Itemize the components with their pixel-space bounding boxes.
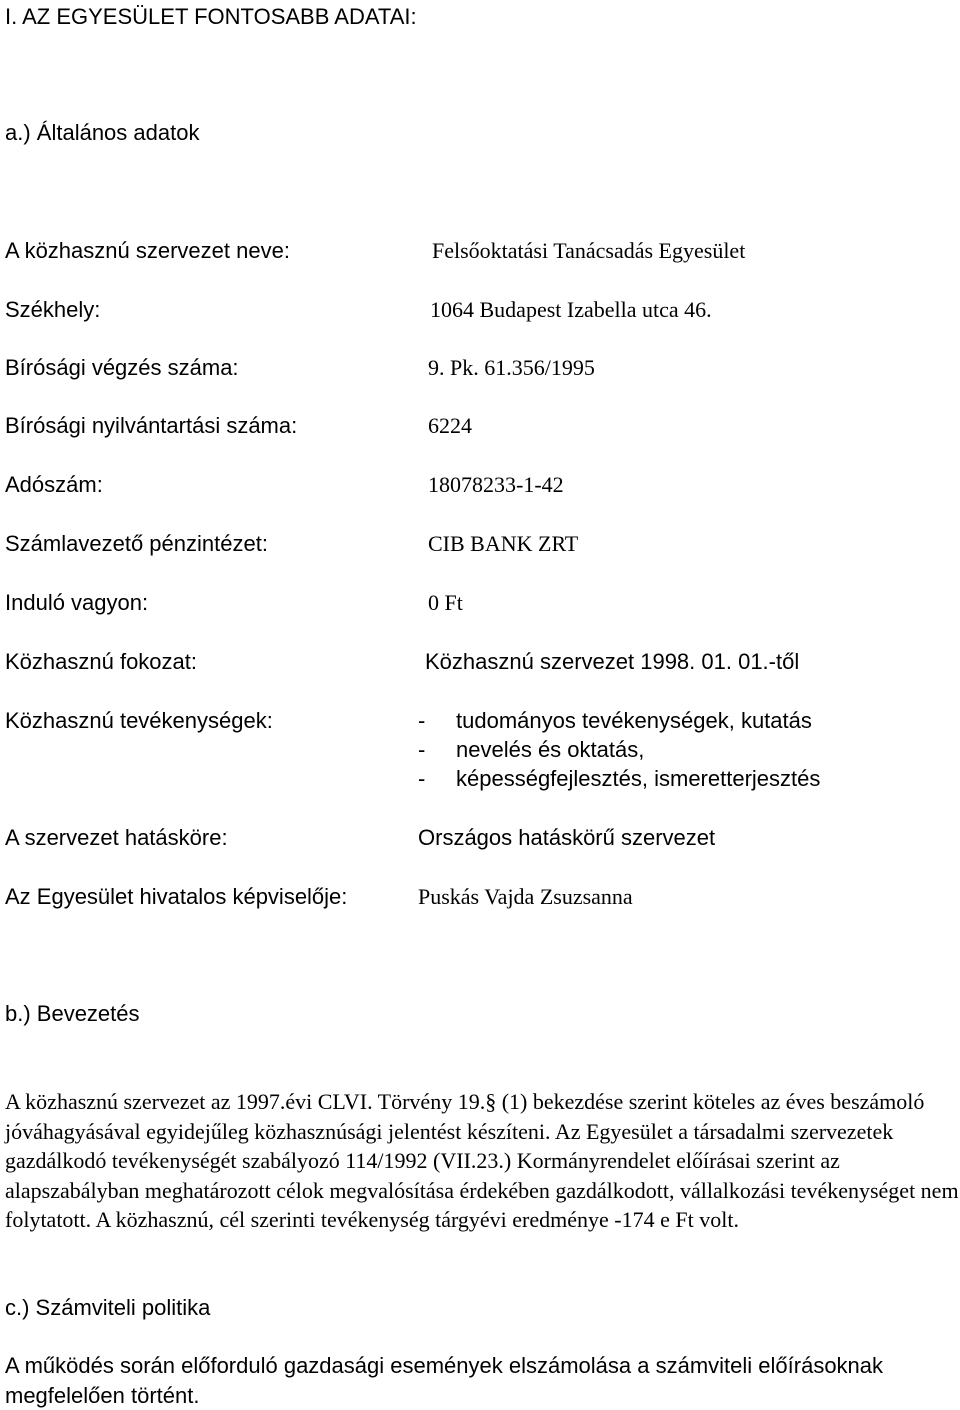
row-label-initial-assets: Induló vagyon: [5, 590, 149, 615]
row-value-public-benefit-level: Közhasznú szervezet 1998. 01. 01.-től [425, 649, 800, 674]
row-label-court-order: Bírósági végzés száma: [5, 355, 239, 380]
accounting-heading: c.) Számviteli politika [5, 1295, 211, 1320]
row-value-bank: CIB BANK ZRT [428, 531, 579, 556]
row-value-court-order: 9. Pk. 61.356/1995 [428, 355, 595, 380]
general-heading: a.) Általános adatok [5, 120, 200, 145]
row-value-registry-number: 6224 [428, 413, 472, 438]
activity-item: - képességfejlesztés, ismeretterjesztés [418, 766, 821, 791]
scope-value: Országos hatáskörű szervezet [418, 825, 716, 850]
representative-value: Puskás Vajda Zsuzsanna [418, 884, 633, 909]
row-label-registry-number: Bírósági nyilvántartási száma: [5, 413, 298, 438]
intro-heading: b.) Bevezetés [5, 1001, 140, 1026]
row-value-initial-assets: 0 Ft [428, 590, 463, 615]
row-label-seat: Székhely: [5, 297, 101, 322]
row-label-tax-number: Adószám: [5, 472, 103, 497]
activities-label: Közhasznú tevékenységek: [5, 708, 273, 733]
activity-item: - nevelés és oktatás, [418, 737, 645, 762]
row-value-name: Felsőoktatási Tanácsadás Egyesület [432, 238, 746, 263]
section-title: I. AZ EGYESÜLET FONTOSABB ADATAI: [5, 4, 417, 29]
row-label-name: A közhasznú szervezet neve: [5, 238, 290, 263]
row-value-seat: 1064 Budapest Izabella utca 46. [430, 297, 712, 322]
accounting-paragraph: A működés során előforduló gazdasági események elszámolása a számviteli előírásoknak megfelelően történt. [5, 1353, 884, 1408]
scope-label: A szervezet hatásköre: [5, 825, 228, 850]
activity-item: - tudományos tevékenységek, kutatás [418, 708, 812, 733]
row-value-tax-number: 18078233-1-42 [428, 472, 564, 497]
representative-label: Az Egyesület hivatalos képviselője: [5, 884, 348, 909]
row-label-public-benefit-level: Közhasznú fokozat: [5, 649, 198, 674]
intro-paragraph: A közhasznú szervezet az 1997.évi CLVI. Törvény 19.§ (1) bekezdése szerint köteles az éves beszámoló jóváhagyásával egyidejűleg közhasznúsági jelentést készíteni. Az Egyesület a társadalmi szervezetek gazdálkodó tevékenységét szabályozó 114/1992 (VII.23.) Kormányrendelet előírásai szerint az alapszabályban meghatározott célok megvalósítása érdekében gazdálkodott, vállalkozási tevékenységet nem folytatott. A közhasznú, cél szerinti tevékenység tárgyévi eredménye -174 e Ft volt. [5, 1089, 959, 1232]
row-label-bank: Számlavezető pénzintézet: [5, 531, 268, 556]
